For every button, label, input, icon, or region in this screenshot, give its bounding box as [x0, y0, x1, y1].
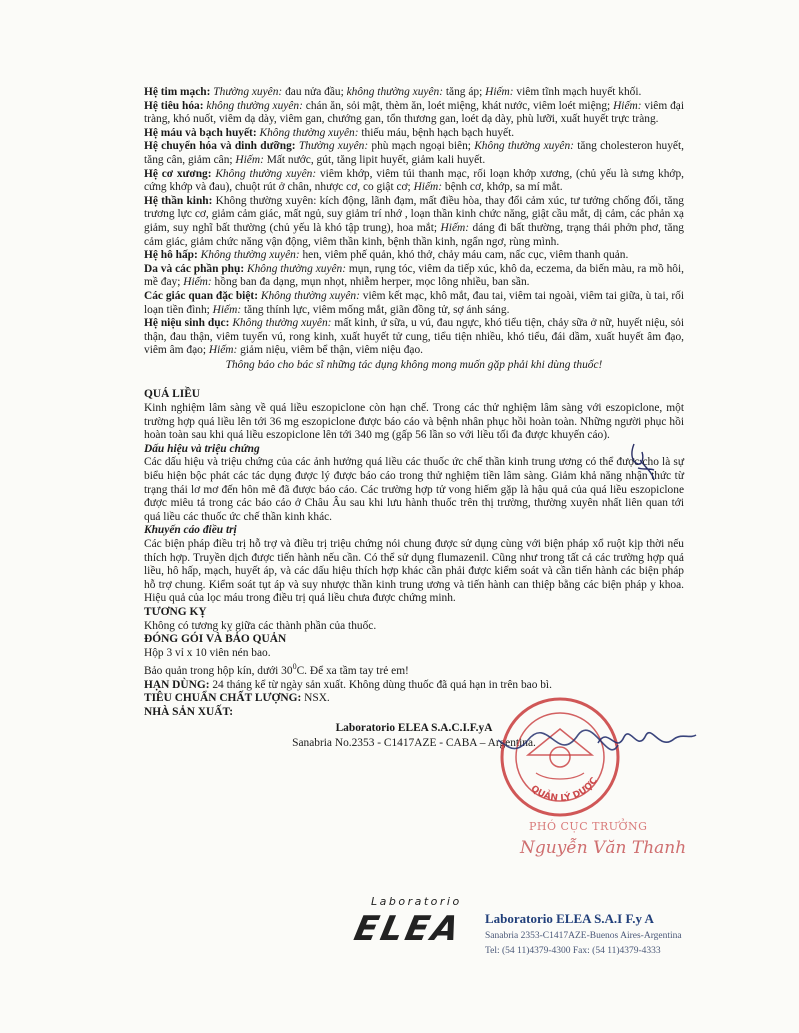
effect-text: hen, viêm phế quản, khó thở, chảy máu cam, nấc cục, viêm thanh quản. — [299, 249, 629, 262]
effect-paragraph — [144, 290, 684, 317]
effect-text: Mất nước, gút, tăng lipit huyết, giảm kali huyết. — [263, 153, 486, 166]
effect-text: tăng cholesteron huyết, tăng cân, giảm cân; — [144, 140, 684, 166]
effect-frequency: Không thường xuyên: — [260, 289, 360, 302]
logo-small-text: Laboratorio — [371, 895, 462, 908]
effect-text: tăng thính lực, viêm mống mắt, giãn đồng tử, sợ ánh sáng. — [241, 303, 510, 316]
treatment-body: Các biện pháp điều trị hỗ trợ và điều trị triệu chứng nói chung được sử dụng cùng với biện pháp xổ ruột kịp thời nếu thích hợp. Truyền dịch được tiến hành nếu cần. Có thể sử dụng flumazenil. Cũng như trong tất cả các trường hợp quá liều, hô hấp, mạch, huyết áp, và các dấu hiệu thích hợp khác cần phải được kiểm soát và cần tiến hành các biện pháp hỗ trợ chung. Kiểm soát tụt áp và suy nhược thần kinh trung ương và tiến hành can thiệp bằng các biện pháp y khoa. Hiệu quả của lọc máu trong điều trị quá liều chưa được chứng minh. — [144, 538, 684, 605]
effect-text: tăng áp; — [443, 86, 486, 98]
effect-text: thiếu máu, bệnh hạch bạch huyết. — [358, 126, 515, 139]
effect-heading: Các giác quan đặc biệt: — [144, 289, 258, 302]
manufacturer-name: Laboratorio ELEA S.A.C.I.F.yA — [335, 721, 493, 734]
interaction-body: Không có tương kỵ giữa các thành phần của thuốc. — [144, 619, 377, 632]
packaging-line-2: Bảo quản trong hộp kín, dưới $30^0C$. Để xa tầm tay trẻ em! — [144, 662, 409, 678]
effect-text: mụn, rụng tóc, viêm da tiếp xúc, khô da, eczema, da biến màu, ra mồ hôi, mề đay; — [144, 262, 684, 289]
effect-text: bệnh cơ, khớp, sa mí mắt. — [442, 181, 563, 194]
manufacturer-address: Sanabria No.2353 - C1417AZE - CABA – Argentina. — [292, 737, 536, 750]
effect-paragraph — [144, 168, 684, 195]
standard-line: TIÊU CHUẨN CHẤT LƯỢNG: NSX. — [144, 692, 330, 705]
official-stamp — [498, 695, 698, 835]
effect-text: đau nửa đầu; — [282, 86, 347, 98]
effect-frequency: Hiếm: — [212, 303, 242, 316]
elea-logo — [350, 895, 685, 965]
effect-paragraph — [144, 140, 684, 167]
effect-frequency: Không thường xuyên: — [474, 140, 574, 153]
logo-phone: Tel: (54 11)4379-4300 Fax: (54 11)4379-4333 — [485, 946, 661, 956]
effect-frequency: Hiếm: — [183, 276, 212, 289]
treatment-heading: Khuyến cáo điều trị — [144, 524, 237, 537]
effect-paragraph — [144, 195, 684, 249]
effect-frequency: Hiếm: — [235, 153, 264, 166]
effect-heading: Hệ máu và bạch huyết: — [144, 126, 257, 139]
effect-heading: Hệ tiêu hóa: — [144, 99, 204, 112]
effect-heading: Hệ cơ xương: — [144, 167, 212, 180]
effect-text: hồng ban đa dạng, mụn nhọt, nhiễm herper, mọc lông nhiều, ban sần. — [211, 276, 530, 289]
notice-text: Thông báo cho bác sĩ những tác dụng không mong muốn gặp phải khi dùng thuốc! — [225, 358, 603, 371]
effect-frequency: Không thường xuyên: — [232, 317, 332, 330]
effect-text: viêm tĩnh mạch huyết khối. — [513, 86, 642, 98]
effect-frequency: Hiếm: — [208, 344, 238, 357]
effect-text: viêm đại tràng, khó nuốt, viêm dạ dày, viêm gan, chướng gan, tổn thương gan, loét dạ dày, phù lưỡi, xuất huyết trực tràng. — [144, 99, 684, 126]
effect-frequency: Thường xuyên: — [298, 140, 369, 153]
effect-heading: Hệ chuyển hóa và dinh dưỡng: — [144, 140, 296, 153]
logo-address: Sanabria 2353-C1417AZE-Buenos Aires-Argentina — [485, 931, 682, 941]
manufacturer-label: NHÀ SẢN XUẤT: — [144, 705, 234, 718]
effect-text: mất kinh, ứ sữa, u vú, đau ngực, khó tiểu tiện, chảy sữa ở nữ, huyết niệu, sỏi thận, đau thận, viêm tuyến vú, rong kinh, xuất huyết tử cung, tiểu tiện nhiều, khó tiểu, đái dầm, xuất huyết âm đạo, viêm âm đạo; — [144, 317, 684, 357]
effect-heading: Hệ thần kinh: — [144, 194, 213, 207]
stamp-ring-text: QUẢN LÝ DƯỢC — [528, 776, 600, 804]
expiry-line: HẠN DÙNG: 24 tháng kể từ ngày sản xuất. Không dùng thuốc đã quá hạn in trên bao bì. — [144, 678, 552, 691]
effect-heading: Hệ hô hấp: — [144, 249, 198, 262]
effect-frequency: Hiếm: — [440, 221, 470, 234]
effect-frequency: Thường xuyên: — [213, 86, 283, 98]
interaction-heading: TƯƠNG KỴ — [144, 605, 207, 618]
effect-heading: Hệ niệu sinh dục: — [144, 317, 230, 330]
effect-paragraph — [144, 127, 684, 141]
overdose-body: Kinh nghiệm lâm sàng về quá liều eszopiclone còn hạn chế. Trong các thử nghiệm lâm sàng với eszopiclone, một trường hợp quá liều lên tới 36 mg eszopiclone được báo cáo và bệnh nhân phục hồi hoàn toàn. Những người phục hồi hoàn toàn sau khi quá liều eszopiclone lên tới 340 mg (gấp 56 lần so với liều tối đa được khuyến cáo). — [144, 402, 684, 442]
effect-frequency: Không thường xuyên: — [215, 167, 317, 180]
effect-frequency: Hiếm: — [485, 86, 514, 98]
effect-text: viêm khớp, viêm túi thanh mạc, rối loạn khớp xương, (chủ yếu là sưng khớp, cứng khớp và đau), chuột rút ở chân, nhược cơ, co giật cơ; — [144, 167, 684, 194]
effect-paragraph — [144, 249, 684, 263]
effect-frequency: Không thường xuyên: — [247, 262, 347, 275]
initial-mark — [624, 440, 664, 482]
effect-text: phù mạch ngoại biên; — [368, 140, 475, 153]
packaging-line-1: Hộp 3 vỉ x 10 viên nén bao. — [144, 646, 271, 659]
effect-frequency: Hiếm: — [613, 99, 642, 112]
overdose-heading: QUÁ LIỀU — [144, 388, 201, 401]
effect-text: dáng đi bất thường, trạng thái phởn phơ, tăng cảm giác, giảm chức năng vận động, viêm thần kinh, bệnh thần kinh, ngẩn ngơ, rùng mình. — [144, 221, 684, 248]
effect-text: Không thường xuyên: kích động, lãnh đạm, mất điều hòa, thay đổi cảm xúc, tư tưởng chống đối, tăng trương lực cơ, giảm cảm giác, mất ngủ, suy giảm trí nhớ , loạn thần kinh chức năng, giật cầu mắt, dị cảm, các phản xạ giảm, suy nghĩ bất thường (chủ yếu là khó tập trung), hoa mắt; — [144, 194, 684, 234]
effect-text: viêm kết mạc, khô mắt, đau tai, viêm tai ngoài, viêm tai giữa, ù tai, rối loạn tiền đình; — [144, 289, 684, 316]
effect-paragraph — [144, 86, 684, 100]
effect-paragraph — [144, 100, 684, 127]
effect-frequency: Không thường xuyên: — [259, 126, 359, 139]
adverse-effects-list — [144, 86, 684, 358]
logo-company: Laboratorio ELEA S.A.I F.y A — [485, 911, 654, 926]
effect-heading: Da và các phần phụ: — [144, 262, 245, 275]
signs-body: Các dấu hiệu và triệu chứng của các ảnh hưởng quá liều các thuốc ức chế thần kinh trung ương có thể được cho là sự biểu hiện bộc phát các tác dụng được lý được báo cáo trong thử nghiệm tiền lâm sàng. Giảm khả năng nhận thức từ trạng thái lơ mơ đến hôn mê đã được báo cáo. Các trường hợp tử vong hiếm gặp là hậu quả của quá liều eszopiclone được miêu tả trong các báo cáo ở Châu Âu sau khi lưu hành thuốc trên thị trường, thường xuyên nhất liên quan tới quá liều các thuốc ức chế thần kinh khác. — [144, 456, 684, 523]
effect-paragraph — [144, 317, 684, 358]
effect-paragraph — [144, 263, 684, 290]
stamp-title: PHÓ CỤC TRƯỞNG — [529, 820, 648, 833]
effect-heading: Hệ tim mạch: — [144, 86, 211, 98]
document-body — [144, 86, 684, 751]
effect-frequency: Hiếm: — [413, 181, 443, 194]
effect-frequency: Không thường xuyên: — [200, 249, 300, 262]
signs-heading: Dấu hiệu và triệu chứng — [144, 442, 260, 455]
effect-frequency: không thường xuyên: — [346, 86, 444, 98]
stamp-name: Nguyễn Văn Thanh — [520, 838, 687, 858]
effect-text: chán ăn, sỏi mật, thèm ăn, loét miệng, khát nước, viêm loét miệng; — [302, 99, 614, 112]
svg-text:QUẢN LÝ DƯỢC — [529, 776, 600, 804]
packaging-heading: ĐÓNG GÓI VÀ BẢO QUẢN — [144, 633, 287, 646]
logo-wordmark: ELEA — [350, 909, 466, 949]
effect-text: giảm niệu, viêm bể thận, viêm niệu đạo. — [237, 344, 424, 357]
effect-frequency: không thường xuyên: — [206, 99, 303, 112]
